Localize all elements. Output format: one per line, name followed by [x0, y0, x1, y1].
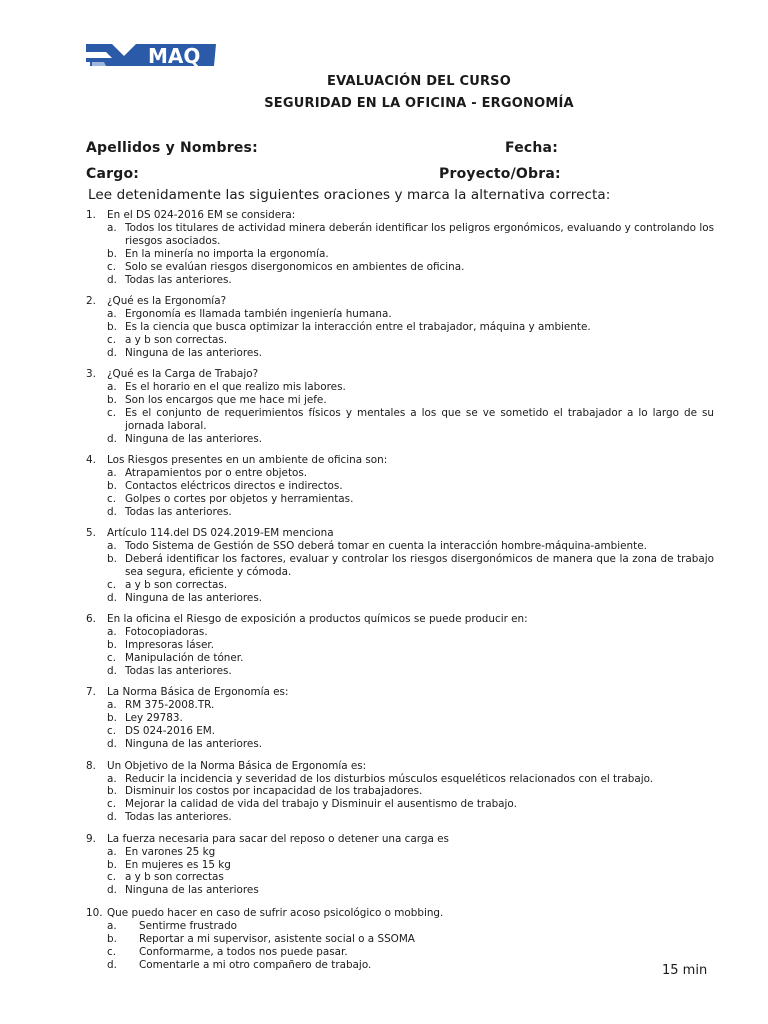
option-letter: b. [107, 712, 117, 725]
question-text: ¿Qué es la Ergonomía? [107, 295, 227, 308]
option-text: Comentarle a mi otro compañero de trabajo. [139, 958, 372, 971]
answer-option[interactable] [86, 933, 714, 946]
option-text: DS 024-2016 EM. [125, 725, 216, 738]
answer-option[interactable] [86, 699, 714, 712]
answer-option[interactable] [86, 884, 714, 897]
option-letter: d. [107, 346, 117, 359]
answer-option[interactable] [86, 725, 714, 738]
question-stem [86, 613, 714, 626]
question-8 [86, 760, 714, 825]
option-text: a y b son correctas. [125, 333, 228, 346]
duration-label: 15 min [662, 963, 708, 978]
option-letter: d. [107, 664, 117, 677]
option-text: Deberá identificar los factores, evaluar y controlar los riesgos disergonómicos de manera que la zona de trabajo sea segura, eficiente y cómoda. [125, 553, 714, 579]
question-number: 3. [86, 368, 96, 381]
option-text: Mejorar la calidad de vida del trabajo y Disminuir el ausentismo de trabajo. [125, 798, 517, 811]
question-text: La Norma Básica de Ergonomía es: [107, 686, 289, 699]
option-text: Fotocopiadoras. [125, 626, 208, 639]
option-text: Golpes o cortes por objetos y herramientas. [125, 492, 354, 505]
option-text: RM 375-2008.TR. [125, 699, 215, 712]
option-text: a y b son correctas [125, 871, 224, 884]
answer-option[interactable] [86, 811, 714, 824]
maq-logo [86, 42, 216, 68]
option-letter: d. [107, 273, 117, 286]
answer-option[interactable] [86, 738, 714, 751]
question-6 [86, 613, 714, 678]
question-list [86, 209, 714, 980]
question-stem [86, 368, 714, 381]
question-number: 2. [86, 295, 96, 308]
question-stem [86, 454, 714, 467]
answer-option[interactable] [86, 248, 714, 261]
logo-text: MAQ [148, 44, 201, 68]
question-text: Que puedo hacer en caso de sufrir acoso psicológico o mobbing. [107, 907, 444, 920]
option-letter: a. [107, 845, 117, 858]
answer-option[interactable] [86, 222, 714, 248]
option-text: Sentirme frustrado [139, 920, 238, 933]
answer-option[interactable] [86, 540, 714, 553]
question-stem [86, 295, 714, 308]
option-text: Ninguna de las anteriores. [125, 346, 263, 359]
option-letter: b. [107, 639, 117, 652]
option-text: Ninguna de las anteriores. [125, 432, 263, 445]
project-field-label: Proyecto/Obra: [439, 166, 561, 182]
option-text: En la minería no importa la ergonomía. [125, 247, 329, 260]
answer-option[interactable] [86, 946, 714, 959]
option-text: Contactos eléctricos directos e indirectos. [125, 480, 343, 492]
question-text: Artículo 114.del DS 024.2019-EM menciona [107, 527, 334, 540]
option-letter: d. [107, 958, 117, 971]
option-letter: a. [107, 467, 117, 480]
answer-option[interactable] [86, 639, 714, 652]
question-number: 4. [86, 454, 96, 467]
answer-option[interactable] [86, 920, 714, 933]
option-letter: d. [107, 738, 117, 751]
option-letter: c. [107, 725, 117, 738]
answer-option[interactable] [86, 334, 714, 347]
names-field-label: Apellidos y Nombres: [86, 140, 258, 156]
answer-option[interactable] [86, 347, 714, 360]
question-2 [86, 295, 714, 360]
answer-option[interactable] [86, 712, 714, 725]
answer-option[interactable] [86, 308, 714, 321]
option-letter: b. [107, 393, 117, 406]
question-4 [86, 454, 714, 519]
option-text: Disminuir los costos por incapacidad de los trabajadores. [125, 785, 423, 798]
option-letter: d. [107, 591, 117, 604]
answer-option[interactable] [86, 394, 714, 407]
question-text: La fuerza necesaria para sacar del reposo o detener una carga es [107, 832, 449, 845]
option-text: Solo se evalúan riesgos disergonomicos en ambientes de oficina. [125, 260, 465, 273]
answer-option[interactable] [86, 665, 714, 678]
option-text: Todas las anteriores. [125, 811, 232, 824]
date-field-label: Fecha: [505, 140, 559, 156]
question-text: ¿Qué es la Carga de Trabajo? [107, 368, 259, 381]
answer-option[interactable] [86, 859, 714, 872]
option-letter: b. [107, 785, 117, 798]
answer-option[interactable] [86, 506, 714, 519]
option-letter: c. [107, 492, 117, 505]
option-letter: d. [107, 884, 117, 897]
option-letter: a. [107, 221, 117, 234]
question-text: En la oficina el Riesgo de exposición a productos químicos se puede producir en: [107, 613, 528, 626]
option-letter: d. [107, 811, 117, 824]
answer-option[interactable] [86, 785, 714, 798]
option-letter: b. [107, 247, 117, 260]
question-number: 1. [86, 209, 96, 221]
answer-option[interactable] [86, 626, 714, 639]
option-letter: c. [107, 871, 117, 884]
option-letter: c. [107, 945, 117, 958]
option-text: Todas las anteriores. [125, 273, 232, 286]
question-1 [86, 209, 714, 286]
answer-option[interactable] [86, 959, 714, 972]
answer-option[interactable] [86, 321, 714, 334]
answer-option[interactable] [86, 261, 714, 274]
answer-option[interactable] [86, 381, 714, 394]
option-letter: a. [107, 540, 117, 553]
option-letter: a. [107, 699, 117, 712]
option-text: Reportar a mi supervisor, asistente social o a SSOMA [139, 933, 415, 946]
option-letter: c. [107, 798, 117, 811]
document-subtitle: SEGURIDAD EN LA OFICINA - ERGONOMÍA [264, 96, 574, 111]
question-7 [86, 686, 714, 751]
option-letter: d. [107, 432, 117, 445]
answer-option[interactable] [86, 871, 714, 884]
option-text: Ninguna de las anteriores [125, 884, 259, 897]
question-stem [86, 760, 714, 773]
answer-option[interactable] [86, 274, 714, 287]
option-letter: d. [107, 505, 117, 518]
option-text: Ley 29783. [125, 712, 183, 725]
answer-option[interactable] [86, 553, 714, 579]
option-text: Impresoras láser. [125, 639, 215, 652]
answer-option[interactable] [86, 773, 714, 786]
option-text: Ninguna de las anteriores. [125, 738, 263, 751]
question-number: 6. [86, 613, 96, 626]
answer-option[interactable] [86, 652, 714, 665]
option-text: Ergonomía es llamada también ingeniería humana. [125, 307, 392, 320]
question-number: 10. [86, 907, 103, 920]
question-3 [86, 368, 714, 445]
option-letter: b. [107, 553, 117, 566]
question-number: 9. [86, 832, 96, 845]
question-stem [86, 527, 714, 540]
answer-option[interactable] [86, 467, 714, 480]
answer-option[interactable] [86, 846, 714, 859]
option-letter: c. [107, 406, 117, 419]
option-text: Todas las anteriores. [125, 664, 232, 677]
option-letter: a. [107, 381, 117, 394]
question-number: 7. [86, 686, 96, 699]
option-letter: c. [107, 260, 117, 273]
answer-option[interactable] [86, 433, 714, 446]
option-text: a y b son correctas. [125, 578, 228, 591]
option-text: Todos los titulares de actividad minera deberán identificar los peligros ergonómicos, evaluando y controlando los riesgos asociados. [125, 221, 714, 247]
option-letter: c. [107, 578, 117, 591]
document-title: EVALUACIÓN DEL CURSO [327, 74, 511, 89]
question-stem [86, 686, 714, 699]
question-10 [86, 907, 714, 972]
option-text: Todo Sistema de Gestión de SSO deberá tomar en cuenta la interacción hombre-máquina-ambiente. [125, 540, 647, 553]
question-number: 8. [86, 759, 96, 772]
option-letter: a. [107, 772, 117, 785]
question-number: 5. [86, 527, 96, 540]
option-text: Ninguna de las anteriores. [125, 591, 263, 604]
answer-option[interactable] [86, 579, 714, 592]
option-letter: b. [107, 858, 117, 871]
answer-option[interactable] [86, 480, 714, 493]
question-stem [86, 833, 714, 846]
question-text: Los Riesgos presentes en un ambiente de oficina son: [107, 454, 388, 467]
option-letter: a. [107, 920, 117, 933]
answer-option[interactable] [86, 493, 714, 506]
option-letter: b. [107, 933, 117, 946]
answer-option[interactable] [86, 407, 714, 433]
option-text: En mujeres es 15 kg [125, 858, 231, 871]
option-text: Todas las anteriores. [125, 505, 232, 518]
option-letter: b. [107, 480, 117, 492]
option-text: En varones 25 kg [125, 845, 216, 858]
question-stem [86, 907, 714, 920]
option-letter: a. [107, 626, 117, 639]
option-text: Es el conjunto de requerimientos físicos y mentales a los que se ve sometido el trabajador a lo largo de su jornada laboral. [125, 406, 714, 432]
option-text: Son los encargos que me hace mi jefe. [125, 393, 327, 406]
question-text: Un Objetivo de la Norma Básica de Ergonomía es: [107, 759, 367, 772]
question-5 [86, 527, 714, 604]
option-text: Conformarme, a todos nos puede pasar. [139, 945, 348, 958]
question-text: En el DS 024-2016 EM se considera: [107, 209, 296, 221]
option-letter: c. [107, 333, 117, 346]
answer-option[interactable] [86, 798, 714, 811]
question-9 [86, 833, 714, 898]
option-text: Manipulación de tóner. [125, 652, 244, 665]
option-text: Reducir la incidencia y severidad de los disturbios músculos esqueléticos relacionados con el trabajo. [125, 772, 654, 785]
option-letter: b. [107, 320, 117, 333]
question-stem [86, 209, 714, 222]
option-letter: a. [107, 307, 117, 320]
option-text: Es el horario en el que realizo mis labores. [125, 381, 346, 394]
option-text: Es la ciencia que busca optimizar la interacción entre el trabajador, máquina y ambiente. [125, 320, 591, 333]
position-field-label: Cargo: [86, 166, 140, 182]
option-text: Atrapamientos por o entre objetos. [125, 467, 308, 480]
instructions: Lee detenidamente las siguientes oraciones y marca la alternativa correcta: [88, 187, 611, 203]
option-letter: c. [107, 652, 117, 665]
answer-option[interactable] [86, 592, 714, 605]
